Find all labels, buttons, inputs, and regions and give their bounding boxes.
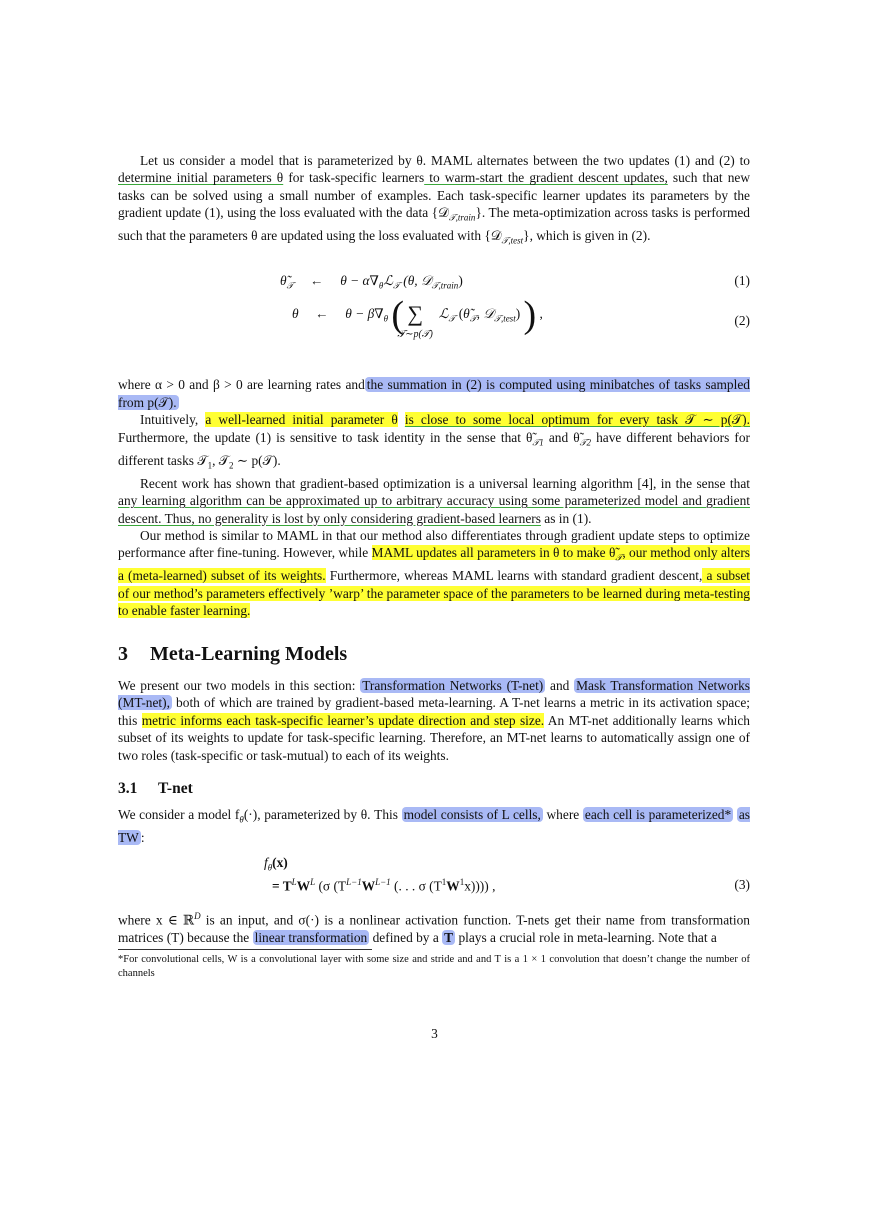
text: f: [264, 855, 268, 870]
summation: [397, 301, 435, 341]
subscript: 𝒯: [469, 314, 477, 325]
text: Furthermore, whereas MAML learns with standard gradient descent,: [325, 568, 703, 584]
equation-2: θ ← $\theta - \beta\nabla_\theta$ ( ∑ 𝒯∼p(𝒯) ℒ$_𝒯$ ($\thetã_𝒯$, 𝒟$_{𝒯,test}$) ) ,: [292, 302, 543, 328]
subscript: 𝒯: [615, 553, 623, 564]
subscript: 𝒯: [448, 314, 456, 325]
paragraph-tnet-name: [118, 908, 750, 946]
text: for task-specific learners: [283, 170, 425, 186]
underline-annotation: determine initial parameters θ: [118, 170, 284, 186]
equation-1: [280, 272, 463, 295]
sum-subscript: 𝒯∼p(𝒯): [397, 329, 433, 341]
subscript: θ: [239, 814, 244, 825]
equation-3-line-2: [272, 874, 495, 895]
text: }, which is given in (2).: [523, 228, 651, 244]
superscript: L: [291, 877, 297, 887]
subscript: 𝒯2: [579, 437, 592, 448]
highlight-blue: linear transformation: [254, 929, 368, 945]
superscript: L: [310, 877, 316, 887]
text: defined by a: [369, 929, 443, 945]
section-title: Meta-Learning Models: [150, 642, 348, 665]
equation-number-1: (1): [734, 273, 750, 289]
text: where α > 0 and β > 0 are learning rates and: [118, 377, 365, 393]
superscript: L−1: [375, 877, 391, 887]
eq-arg: θ̃: [463, 306, 470, 322]
equation-3: [118, 854, 750, 902]
text: as in (1).: [540, 510, 592, 526]
text: plays a crucial role in meta-learning. Note that a: [455, 929, 717, 945]
big-paren: (: [391, 294, 405, 337]
text: W: [446, 878, 460, 894]
superscript: D: [194, 911, 201, 921]
subscript: 1: [207, 460, 213, 471]
subscript: θ: [267, 862, 273, 873]
paragraph-maml-intro: [118, 152, 750, 250]
highlight-blue: T: [444, 929, 454, 945]
text: Furthermore, the update (1) is sensitive to task identity in the sense that θ̃: [118, 429, 533, 445]
subsection-number: 3.1: [118, 780, 138, 798]
eq-loss: ℒ: [438, 306, 449, 322]
paragraph-universal-learning: [118, 475, 750, 527]
paragraph-tnet: [118, 806, 750, 846]
subscript: θ: [378, 281, 384, 292]
arrow: ←: [310, 273, 324, 289]
subscript: 𝒯,test: [494, 314, 516, 325]
highlight-blue: each cell is parameterized*: [584, 806, 732, 822]
text: W: [296, 878, 311, 894]
highlight-yellow-underlined: is close to some local optimum for every task 𝒯 ∼ p(𝒯).: [404, 412, 750, 428]
text: , 𝒯: [212, 452, 230, 468]
footnote-rule: [118, 949, 372, 950]
highlight-blue: Mask Transformation Networks (MT-net),: [118, 678, 750, 711]
subscript: 𝒯,train: [448, 212, 476, 223]
text: W: [361, 878, 376, 894]
text: Intuitively,: [140, 412, 199, 428]
subscript: 𝒯: [392, 281, 400, 292]
page-number: 3: [431, 1026, 438, 1041]
subscript: θ: [383, 314, 389, 325]
eq-lhs: θ: [292, 306, 299, 322]
footnote: *For convolutional cells, W is a convolutional layer with some size and stride and and T is a 1 × 1 convolution that doesn’t change the number of channels: [118, 954, 750, 980]
text: and: [545, 678, 575, 694]
highlight-blue: Transformation Networks (T-net): [362, 678, 544, 694]
text: Let us consider a model that is parameterized by θ. MAML alternates between the two updates (1) and (2) to: [140, 153, 750, 168]
eq-rhs: ℒ: [383, 273, 393, 289]
subscript: 2: [229, 460, 234, 471]
section-heading-3: [118, 642, 750, 665]
text: have different behaviors for different tasks 𝒯: [118, 429, 750, 468]
highlight-yellow: a well-learned initial parameter θ: [205, 412, 398, 428]
highlight-blue: model consists of L cells,: [403, 806, 541, 822]
eq-rhs: θ − β∇: [345, 306, 384, 322]
superscript: 1: [459, 877, 465, 887]
equation-number-2: (2): [734, 313, 750, 329]
paragraph-intuition: [118, 411, 750, 475]
section-number: 3: [118, 642, 128, 665]
highlight-blue: as TW: [118, 806, 750, 845]
text: We consider a model f: [118, 806, 240, 822]
underline-annotation: any learning algorithm can be approximated up to arbitrary accuracy using some parameterized model and gradient descent. Thus, no generality is lost by only considering gradient-based learners: [118, 493, 750, 526]
subscript: 𝒯1: [532, 437, 544, 448]
text: We present our two models in this section:: [118, 678, 361, 694]
equation-number-3: (3): [734, 877, 750, 892]
text: }. The meta-optimization across tasks is performed such that the parameters θ are updated using the loss evaluated with {𝒟: [118, 205, 750, 244]
paragraph-learning-rates: [118, 376, 750, 411]
text: where: [542, 806, 583, 822]
equation-block-1-2: [118, 272, 750, 368]
paragraph-our-method: [118, 527, 750, 620]
paragraph-models-intro: [118, 677, 750, 764]
text: An MT-net additionally learns which subset of its weights to update for task-specific learning. Therefore, an MT-net learns to automatically assign one of two roles (task-specific or task-mutual) to each of its weights.: [118, 712, 750, 763]
text: where x ∈ ℝ: [118, 912, 195, 928]
text: (·), parameterized by θ. This: [243, 806, 402, 822]
highlight-blue: the summation in (2) is computed using minibatches of tasks sampled from p(𝒯).: [118, 377, 750, 410]
text: and θ̃: [543, 429, 580, 445]
big-paren: ): [523, 294, 537, 337]
text: (σ (T: [315, 878, 347, 894]
page-body: [118, 152, 750, 981]
text: (. . . σ (T: [390, 878, 442, 894]
text: Recent work has shown that gradient-based optimization is a universal learning algorithm [4], in the sense that: [140, 475, 750, 491]
eq-arg: , 𝒟: [476, 306, 495, 322]
arrow: ←: [315, 306, 329, 322]
text: Our method is similar to MAML in that our method also differentiates through gradient update steps to optimize performance after fine-tuning. However, while: [118, 527, 750, 561]
subsection-title: T-net: [158, 780, 193, 798]
eq-lhs: θ̃: [280, 273, 287, 289]
underline-annotation: to warm-start the gradient descent updates,: [424, 170, 668, 186]
sum-symbol: ∑: [407, 301, 424, 327]
text: ∼ p(𝒯).: [233, 452, 281, 468]
text: :: [140, 829, 145, 845]
highlight-yellow: a subset of our method’s parameters effectively ’warp’ the parameter space of the parameters to be learned during meta-testing to enable faster learning.: [118, 568, 750, 619]
subscript: 𝒯,test: [501, 235, 524, 246]
superscript: 1: [441, 877, 447, 887]
subsection-heading-3-1: [118, 780, 750, 797]
subscript: 𝒯: [286, 281, 294, 292]
text: MAML updates all parameters in θ to make θ̃: [371, 545, 616, 561]
highlight-yellow: metric informs each task-specific learner’s update direction and step size.: [141, 712, 545, 728]
text: , our method only alters a (meta-learned) subset of its weights.: [118, 545, 750, 584]
text: x)))) ,: [464, 878, 496, 894]
text: = T: [272, 878, 292, 894]
eq-rhs: ): [458, 273, 463, 289]
text: is an input, and σ(·) is a nonlinear activation function. T-nets get their name from transformation matrices (T) because the: [118, 912, 750, 945]
eq-rhs: θ − α∇: [340, 273, 379, 289]
eq-rhs: (θ, 𝒟: [399, 273, 432, 289]
subscript: 𝒯,train: [431, 281, 459, 292]
text: (x): [272, 855, 288, 870]
superscript: L−1: [346, 877, 362, 887]
text: such that new tasks can be solved using a small number of examples. Each task-specific learner updates its parameters by the gradient update (1), using the loss evaluated with the data {𝒟: [118, 170, 751, 221]
text: both of which are trained by gradient-based meta-learning. A T-net learns a metric in its activation space; this: [118, 695, 750, 728]
